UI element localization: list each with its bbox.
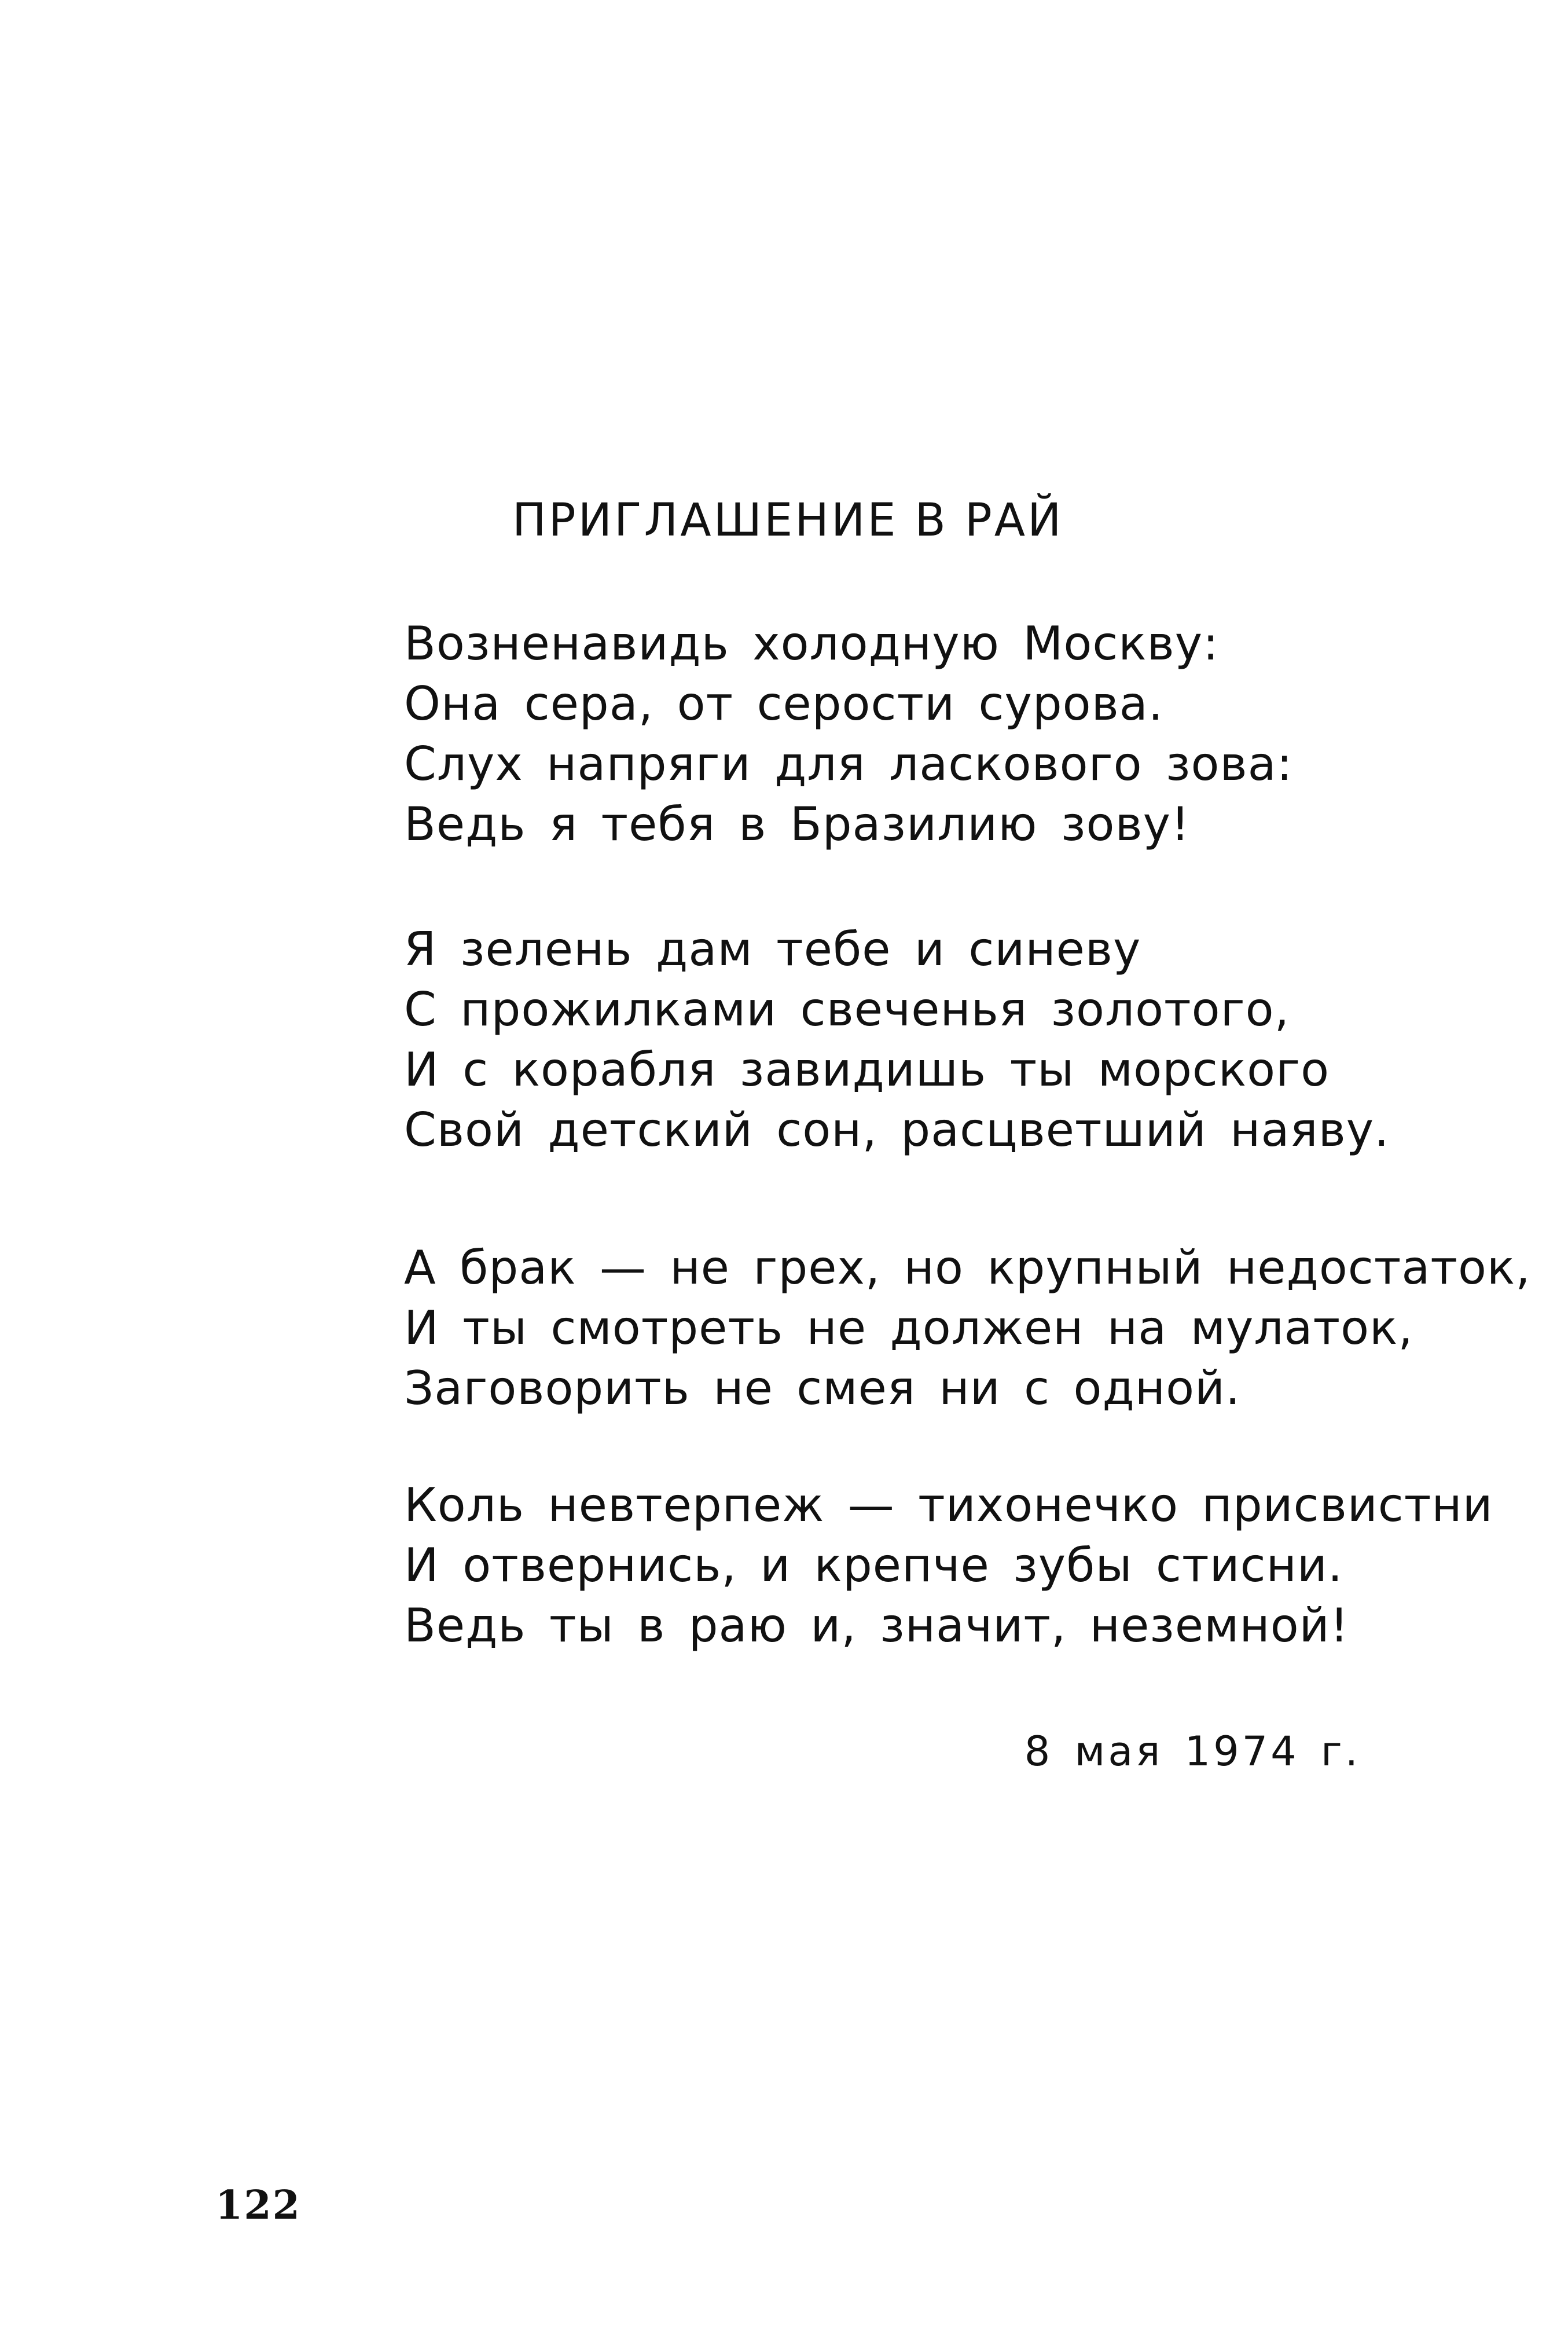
- poem-line: Ведь ты в раю и, значит, неземной!: [404, 1599, 1349, 1652]
- stanza-1: [404, 614, 1293, 855]
- poem-line: Заговорить не смея ни с одной.: [404, 1361, 1241, 1415]
- poem-line: И с корабля завидишь ты морского: [404, 1043, 1330, 1097]
- poem-line: Свой детский сон, расцветший наяву.: [404, 1103, 1390, 1157]
- poem-line: Слух напряги для ласкового зова:: [404, 737, 1293, 791]
- poem-title: ПРИГЛАШЕНИЕ В РАЙ: [512, 494, 1064, 547]
- poem-line: С прожилками свеченья золотого,: [404, 983, 1290, 1036]
- poem-line: И отвернись, и крепче зубы стисни.: [404, 1538, 1343, 1592]
- stanza-3: [404, 1238, 1531, 1419]
- poem-date: 8 мая 1974 г.: [1024, 1728, 1361, 1775]
- poem-line: А брак — не грех, но крупный недостаток,: [404, 1241, 1531, 1295]
- poem-line: Возненавидь холодную Москву:: [404, 617, 1220, 670]
- poem-line: И ты смотреть не должен на мулаток,: [404, 1301, 1413, 1355]
- poem-line: Ведь я тебя в Бразилию зову!: [404, 797, 1190, 851]
- stanza-4: [404, 1475, 1493, 1656]
- stanza-2: [404, 919, 1390, 1160]
- poem-line: Коль невтерпеж — тихонечко присвистни: [404, 1478, 1493, 1532]
- poem-line: Я зелень дам тебе и синеву: [404, 922, 1141, 976]
- poem-line: Она сера, от серости сурова.: [404, 677, 1164, 731]
- page-number: 122: [215, 2182, 301, 2229]
